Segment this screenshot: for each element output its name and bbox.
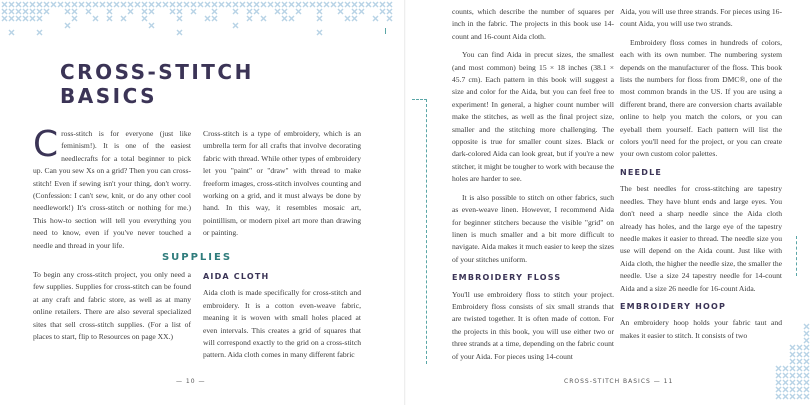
intro-paragraph: ross-stitch is for everyone (just like feminism!). It is one of the easiest needlecrafts for a total beginner to pick up. Can you sew Xs on a grid? Then you can cross-stitch! Even if sewing isn't your thing, don't worry. (Confession: I can't sew, knit, or do any other cool needlework!) It's cross-stitch or nothing for me.) This how-to section will tell you everything you need to know, even if you've never touched a needle and thread in your life. [33, 129, 191, 250]
dashed-rule-right-edge [796, 236, 797, 276]
strands-paragraph: Aida, you will use three strands. For pieces using 16-count Aida, you will use two strands. [620, 7, 782, 29]
hoop-heading: EMBROIDERY HOOP [620, 301, 727, 311]
right-page-number: CROSS-STITCH BASICS — 11 [564, 378, 674, 385]
left-page-number: — 10 — [176, 378, 206, 385]
intro-column-2 [203, 128, 361, 246]
drop-cap: C [33, 124, 59, 165]
aida-heading: AIDA CLOTH [203, 272, 270, 281]
supplies-heading: SUPPLIES [161, 252, 233, 263]
aida-paragraph: Aida cloth is made specifically for cross-stitch and embroidery. It is a cotton even-weave fabric, meaning it is woven with small holes placed at even intervals. This creates a grid of squares that will correspond exactly to the grid on a cross-stitch pattern. Aida cloth comes in many different fabric [203, 288, 361, 360]
right-column-1 [452, 6, 614, 369]
floss-paragraph: You'll use embroidery floss to stitch your project. Embroidery floss consists of six small strands that are twisted together. It is often made of cotton. For the projects in this book, you will use either two or three strands at a time, depending on the fabric count of your Aida. For pieces using 14-count [452, 289, 614, 361]
counts-paragraph: counts, which describe the number of squares per inch in the fabric. The projects in this book use 14-count and 16-count Aida cloth. [452, 7, 614, 41]
supplies-paragraph: To begin any cross-stitch project, you only need a few supplies. Supplies for cross-stitch can be found at any craft and fabric store, as well as at many online retailers. There are also several specialized sites that sell cross-stitch supplies. (For a list of places to start, flip to Resources on page XX.) [33, 270, 191, 342]
precut-paragraph: You can find Aida in precut sizes, the smallest (and most common) being 15 × 18 inches (38.1 × 45.7 cm). Each pattern in this book will suggest a size and color for the Aida, but you can feel free to experiment! In general, a higher count number will make the stitches, as well as the final project size, smaller and the stitching more challenging. The opposite is true for smaller count sizes. Black or dark-colored Aida can look great, but if you're a new stitcher, it might be tougher to work with because the holes are harder to see. [452, 50, 614, 184]
needle-heading: NEEDLE [620, 167, 663, 177]
embroidery-paragraph: Cross-stitch is a type of embroidery, which is an umbrella term for all crafts that involve decorating fabric with thread. While other types of embroidery let you "paint" or "draw" with thread to make freeform images, cross-stitch involves counting and working on a grid, and it must always be done by hand. In this way, it resembles mosaic art, pointillism, or modern pixel art more than drawing or painting. [203, 129, 361, 238]
supplies-column [33, 269, 191, 349]
other-fabrics-paragraph: It is also possible to stitch on other fabrics, such as even-weave linen. However, I recommend Aida for beginner stitchers because the visible "grid" on linen is much smaller and a bit more difficult to navigate. Aida makes it much easier to keep the sizes of your stitches uniform. [452, 192, 614, 264]
cross-stitch-corner-bottom [768, 322, 810, 405]
intro-column-1 [33, 124, 191, 258]
right-column-2 [620, 6, 782, 348]
dashed-rule-left [385, 28, 386, 34]
dashed-rule-right-vertical [426, 99, 427, 364]
cross-stitch-border-top [0, 0, 400, 50]
dashed-rule-right-top [412, 99, 427, 100]
needle-paragraph: The best needles for cross-stitching are tapestry needles. They have blunt ends and large eyes. You don't need a sharp needle since the Aida cloth already has holes, and the large eye of the tapestry needle makes it easier to thread. The needle size you use will depend on the Aida count. Just like with Aida cloth, the higher the needle size, the smaller the needle. Use a size 24 tapestry needle for 14-count Aida and a size 26 needle for 16-count Aida. [620, 184, 782, 293]
floss-heading: EMBROIDERY FLOSS [452, 273, 562, 283]
hoop-paragraph: An embroidery hoop holds your fabric taut and makes it easier to stitch. It consists of two [620, 318, 782, 340]
gutter [404, 0, 406, 405]
aida-column [203, 268, 361, 368]
colors-paragraph: Embroidery floss comes in hundreds of colors, each with its own number. The numbering system depends on the manufacturer of the floss. This book lists the numbers for floss from DMC®, one of the most common brands in the US. If you are using a different brand, there are conversion charts available online to help you match the colors, or you can eyeball them yourself. Each pattern will list the colors you'll need for the project, or you can create your own custom color palettes. [620, 37, 782, 159]
page-title: CROSS-STITCH BASICS [60, 60, 254, 108]
